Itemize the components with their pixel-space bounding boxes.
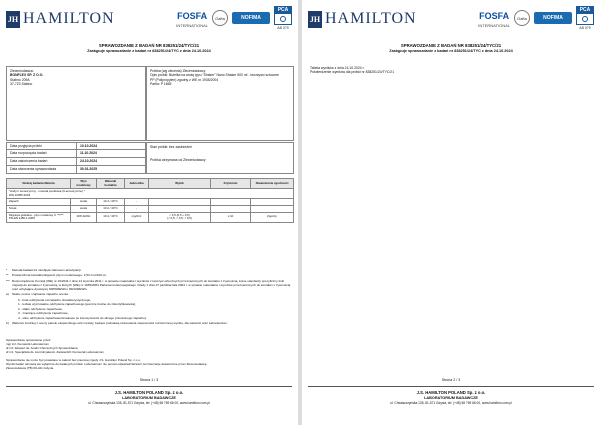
report-title: SPRAWOZDANIE Z BADAŃ NR 838251/24/TYC/21 xyxy=(400,43,502,48)
client-name: BONFLEX SP. Z O.O. xyxy=(10,73,44,78)
report-page-2 xyxy=(302,0,600,425)
results-row xyxy=(7,212,294,222)
results-cell xyxy=(251,205,294,212)
results-row xyxy=(7,205,294,212)
results-cell: 10 d / 40°C xyxy=(97,199,125,206)
results-row xyxy=(7,189,294,199)
note-item: a) Skala: ocena i zapisanie zapachu ocenia. xyxy=(6,292,69,297)
scale-item: 4 - silne odchylenie zapachowe/smakowe (w intensywności do silnego przeciwnego zapachu). xyxy=(18,315,147,320)
sample-state: Stan próbki: bez zastrzeżeń xyxy=(150,145,192,149)
certification-logos xyxy=(176,6,292,30)
report-title-block xyxy=(302,43,600,53)
results-cell: Zapach xyxy=(7,199,71,206)
note-item: ** Powierzchnia kontaktu/objętość płynu modelowego: 2,53 cm²/100 ml. xyxy=(6,273,107,278)
sample-box xyxy=(146,66,294,141)
results-cell xyxy=(149,205,211,212)
sample-line-2: Opis próbki: Butelka na wodę typu "Shaker" Nano Shaker 500 ml - tworzywo sztuczne xyxy=(150,73,279,78)
results-table xyxy=(6,178,294,223)
results-cell: Zgodny xyxy=(251,212,294,222)
sample-line-1: Próbka (wg zlecenia) Zleceniodawcy: xyxy=(150,69,206,73)
results-cell: - xyxy=(125,199,149,206)
results-cell: 10 d / 40°C xyxy=(97,205,125,212)
date-row: Data rozpoczęcia badań 11.10.2024 xyxy=(6,150,146,158)
results-cell: Migracja globalna - płyn modelowy C **/*** PN-EN 1186-1:2005 xyxy=(7,212,71,222)
scale-item: 0 - brak odchylenia od zapachu charakterystycznego, xyxy=(18,297,92,302)
results-cell xyxy=(211,205,251,212)
results-cell xyxy=(211,199,251,206)
date-row: Data zakończenia badań 24.10.2024 xyxy=(6,158,146,166)
sample-origin: Próbka otrzymana od Zleceniodawcy xyxy=(150,158,206,163)
dates-table xyxy=(6,142,146,174)
page-header xyxy=(6,6,292,40)
report-subtitle: Zastępuje sprawozdanie z badań nr 838251/24/TYC z dnia 24.10.2024 xyxy=(389,49,513,53)
report-title: SPRAWOZDANIE Z BADAŃ NR 838251/24/TYC/21 xyxy=(98,43,200,48)
results-header-row: Rodzaj badania Metoda Płyn modelowy Warunki kontaktu Jednostka Wynik Kryterium Stwierdzenie zgodności xyxy=(7,179,294,189)
hamilton-logo xyxy=(6,10,115,28)
page-header xyxy=(308,6,594,40)
scale-item: 2 - słabe odchylenie zapachowe, xyxy=(18,306,63,311)
hamilton-logo xyxy=(308,10,417,28)
page2-line-1: Tabela wyników z dnia 24.10.2024 r. xyxy=(310,66,365,70)
results-row xyxy=(7,199,294,206)
results-cell: *Audyt / sensoryczny - metoda punktowa (9-sensoryczne) * DIN 10955:2004 xyxy=(7,189,294,199)
signatures-block: Sprawozdanie opracowane przez: mgr inż. Kierownik Laboratorium dr inż. Ekspert ds. Analiz Chemicznych Sprawozdania dr inż. Specjalista ds. kontroli jakości. Zatwierdził: Kierownik Laboratorium Sprawozdanie nie może być powielane w całości bez pisemnej zgody J.S. Hamilton Poland Sp. z o.o. Wyniki badań odnoszą się wyłącznie do badanych próbek. Laboratorium nie ponosi odpowiedzialności za informacje dostarczone przez Zleceniodawcę. Zleceniodawca (TB) 09-421 Gdynia xyxy=(6,338,208,370)
date-row: Data stworzenia sprawozdania 30.01.2025 xyxy=(6,166,146,174)
results-cell: mg/dm² xyxy=(125,212,149,222)
results-cell xyxy=(149,199,211,206)
results-cell: woda xyxy=(71,205,97,212)
client-label: Zleceniodawca: xyxy=(10,69,34,73)
sample-line-3: PP (Polipropylen) zgodny z WE nr 1935/2004 xyxy=(150,77,219,82)
logo-mark: JH xyxy=(6,11,20,28)
pca-seal-icon xyxy=(582,16,588,22)
results-cell: Smak xyxy=(7,205,71,212)
page-footer: J.S. HAMILTON POLAND Sp. z o.o. LABORATORIUM BADAWCZE ul. Chwaszczyńska 135, 81-571 Gdynia, tel. (+48) 58 769 66 00, www.hamilton.com.pl xyxy=(308,386,594,405)
results-cell xyxy=(251,199,294,206)
results-cell: woda xyxy=(71,199,97,206)
pca-seal-icon xyxy=(280,16,286,22)
logo-name: HAMILTON xyxy=(23,10,115,27)
report-notes xyxy=(6,268,294,326)
results-cell: 20% EtOH xyxy=(71,212,97,222)
scale-item: 3 - znaczące odchylenie zapachowe, xyxy=(18,311,69,316)
page2-body xyxy=(310,66,594,75)
report-subtitle: Zastępuje sprawozdanie z badań nr 838251/24/TYC z dnia 24.10.2024 xyxy=(87,49,211,53)
logo-name: HAMILTON xyxy=(325,10,417,27)
pca-accreditation: PCA AB 079 xyxy=(274,6,292,30)
pca-accreditation: PCA AB 079 xyxy=(576,6,594,30)
note-item: b) Wartości średniej z oceny panelu eksperckiego w/w metody, będące podstawą szacowania niepewności rozszerzonej wyniku, dla wartości oraz Laboratorium. xyxy=(6,320,228,325)
page2-line-2: Potwierdzenie wyników dla próbki nr 838251/24/TYC/21 xyxy=(310,70,395,75)
nofima-logo: NOFIMA xyxy=(534,12,572,24)
results-cell: ≤ 10 xyxy=(211,212,251,222)
page-number: Strona 2 / 3 xyxy=(441,378,461,382)
logo-mark: JH xyxy=(308,11,322,28)
gafta-logo: Gafta xyxy=(514,10,530,26)
date-row: Data przyjęcia próbki 10.10.2024 xyxy=(6,142,146,150)
client-street: Stabno 209A xyxy=(10,77,30,82)
sample-line-4: Partia: P 1665 xyxy=(150,81,172,86)
page-footer: J.S. HAMILTON POLAND Sp. z o.o. LABORATORIUM BADAWCZE ul. Chwaszczyńska 135, 81-571 Gdynia, tel. (+48) 58 769 66 00, www.hamilton.com.pl xyxy=(6,386,292,405)
fosfa-logo: FOSFA INTERNATIONAL xyxy=(176,11,208,28)
gafta-logo: Gafta xyxy=(212,10,228,26)
sample-state-box xyxy=(146,142,294,174)
fosfa-logo: FOSFA INTERNATIONAL xyxy=(478,11,510,28)
scale-item: 1 - ledwie wyczuwalne odchylenie zapachowego (jeszcze trudne do zidentyfikowania), xyxy=(18,302,136,307)
nofima-logo: NOFIMA xyxy=(232,12,270,24)
results-cell: - xyxy=(125,205,149,212)
page-number: Strona 1 / 3 xyxy=(139,378,159,382)
report-title-block xyxy=(0,43,298,53)
client-box xyxy=(6,66,146,141)
results-cell: < 3,5 (0,5 ÷ 0,5) (< 0,5; < 0,5; < 0,5) xyxy=(149,212,211,222)
certification-logos xyxy=(478,6,594,30)
client-city: 37-723 Stabno xyxy=(10,81,33,86)
report-page-1 xyxy=(0,0,298,425)
note-item: * Metoda badawcza nieobjęta zakresem akredytacji. xyxy=(6,268,82,272)
note-item: *** Rozporządzenie Komisji (WE) nr 10/2011 z dnia 14 stycznia 2011 r. w sprawie materiałów i wyrobów z tworzyw sztucznych przeznaczonych do kontaktu z żywnością, kolne standardy specyficzny limit migracji do kontaktu z żywnością, w których (WE) nr 1935/2004 Parlamentu Europejskiego i Rady z dnia 27 października 2004 r. w sprawie materiałów i wyrobów przeznaczonych do kontaktu z żywnością oraz uchylające dyrektywy 80/590/EWG i 89/109/EWG. xyxy=(6,278,291,291)
results-cell: 10 d / 40°C xyxy=(97,212,125,222)
